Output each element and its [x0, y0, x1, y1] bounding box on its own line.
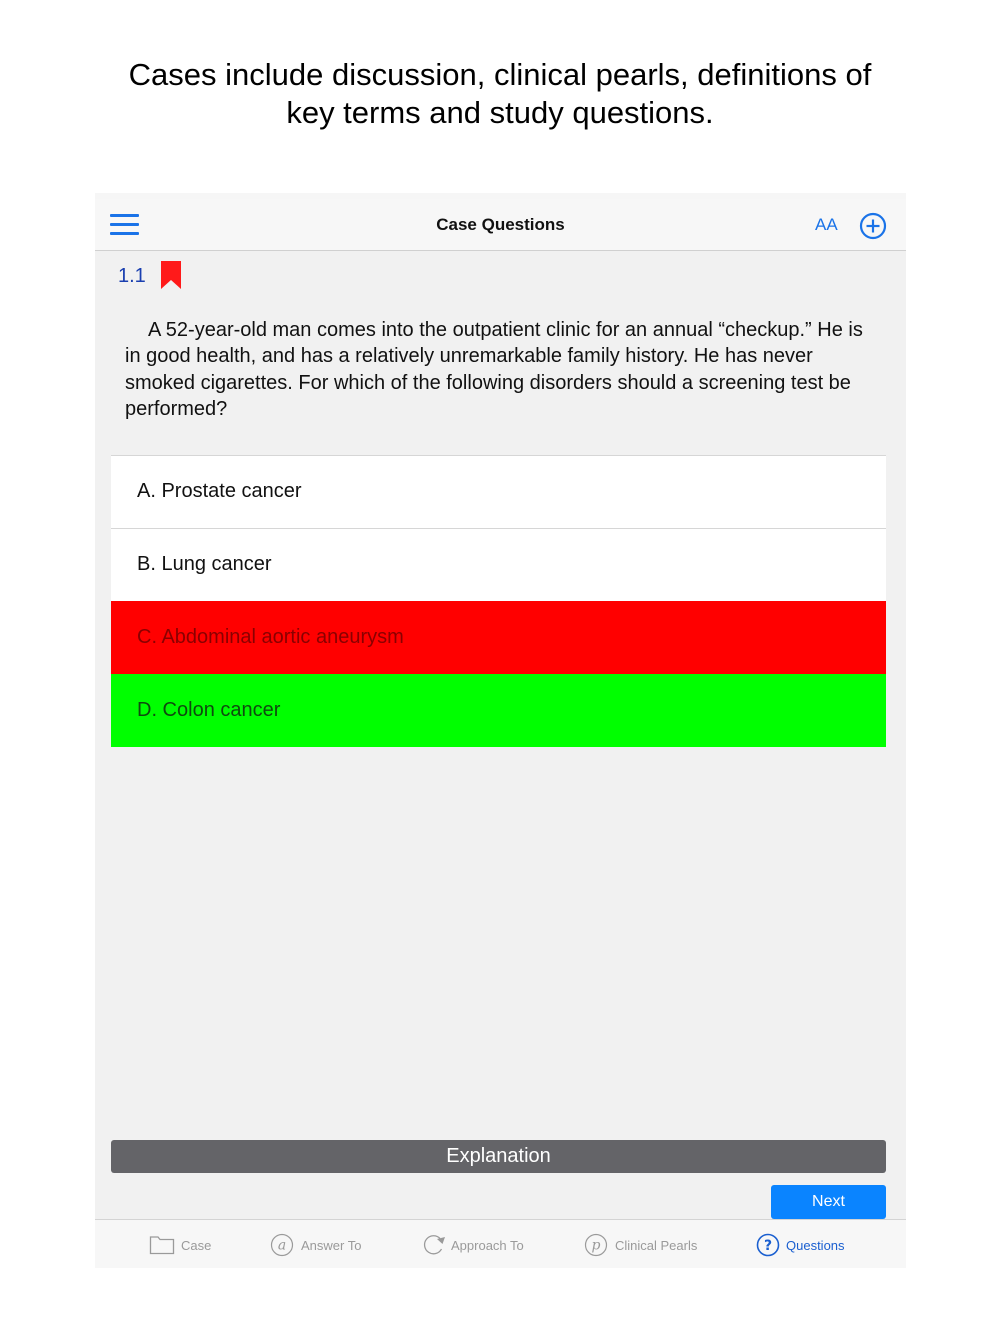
tab-label: Questions — [786, 1238, 845, 1253]
page-title: Case Questions — [436, 215, 565, 234]
circular-arrow-icon — [421, 1233, 447, 1257]
at-sign-icon — [270, 1233, 294, 1257]
tab-answer-to[interactable] — [270, 1220, 400, 1268]
tab-approach-to[interactable] — [421, 1220, 561, 1268]
tab-questions[interactable] — [756, 1220, 876, 1268]
option-b[interactable] — [111, 528, 886, 601]
svg-text:?: ? — [763, 1238, 773, 1254]
option-d[interactable] — [111, 674, 886, 747]
svg-text:a: a — [277, 1237, 287, 1254]
tab-label: Case — [181, 1238, 212, 1253]
tab-case[interactable] — [149, 1220, 269, 1268]
caption-line-1: Cases include discussion, clinical pearls, definitions of — [128, 57, 872, 92]
tab-bar — [95, 1219, 906, 1268]
svg-text:p: p — [591, 1237, 601, 1254]
question-circle-icon — [756, 1233, 780, 1257]
answer-options — [111, 455, 886, 747]
next-button[interactable]: Next — [771, 1185, 886, 1219]
question-text: A 52-year-old man comes into the outpatient clinic for an annual “checkup.” He is in good health, and has a relatively unremarkable family history. He has never smoked cigarettes. For which of the following disorders should a screening test be performed? — [125, 319, 863, 420]
tab-clinical-pearls[interactable] — [584, 1220, 734, 1268]
option-label: A. Prostate cancer — [137, 480, 302, 502]
option-label: C. Abdominal aortic aneurysm — [137, 626, 404, 648]
option-a[interactable] — [111, 455, 886, 528]
font-size-button[interactable]: AA — [815, 215, 838, 234]
promo-caption — [0, 56, 1000, 132]
add-circle-icon[interactable] — [859, 212, 887, 240]
p-circle-icon — [584, 1233, 608, 1257]
option-c[interactable] — [111, 601, 886, 674]
app-screen — [95, 193, 906, 1268]
caption-line-2: key terms and study questions. — [286, 95, 714, 130]
question-number: 1.1 — [118, 265, 146, 287]
tab-label: Clinical Pearls — [615, 1238, 698, 1253]
option-label: B. Lung cancer — [137, 553, 272, 575]
explanation-button[interactable]: Explanation — [111, 1140, 886, 1173]
tab-label: Answer To — [301, 1238, 362, 1253]
bookmark-icon[interactable] — [160, 261, 182, 289]
folder-icon — [149, 1233, 175, 1255]
tab-label: Approach To — [451, 1238, 524, 1253]
nav-bar — [95, 199, 906, 251]
option-label: D. Colon cancer — [137, 699, 281, 721]
